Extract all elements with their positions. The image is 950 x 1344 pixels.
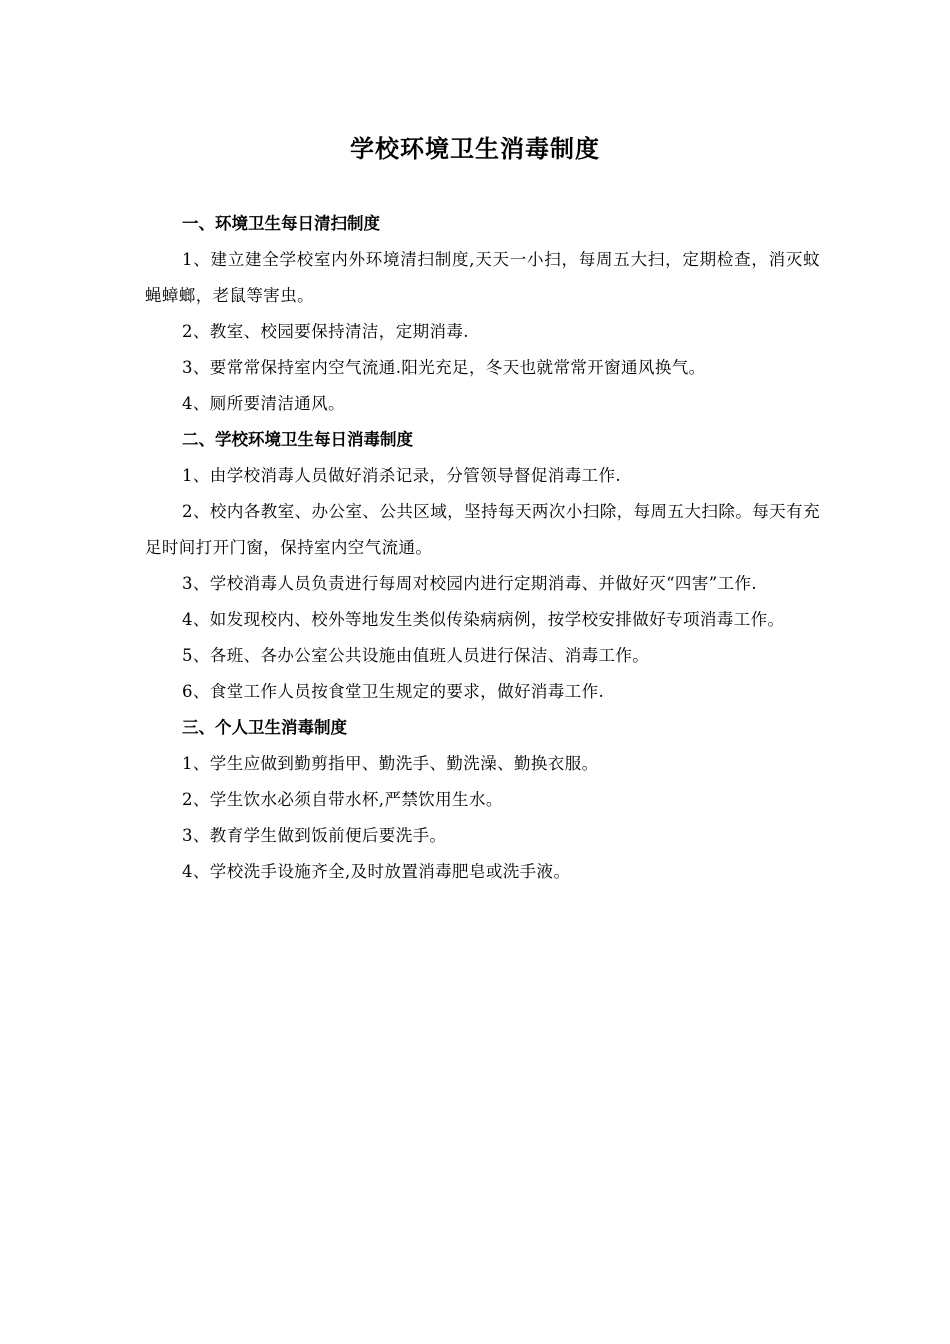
paragraph: 3、学校消毒人员负责进行每周对校园内进行定期消毒、并做好灭“四害”工作. — [182, 574, 758, 593]
document-title: 学校环境卫生消毒制度 — [350, 135, 600, 163]
paragraph: 1、由学校消毒人员做好消杀记录，分管领导督促消毒工作. — [182, 466, 622, 485]
paragraph: 1、学生应做到勤剪指甲、勤洗手、勤洗澡、勤换衣服。 — [182, 754, 599, 773]
paragraph: 2、教室、校园要保持清洁，定期消毒. — [182, 322, 469, 341]
paragraph: 1、建立建全学校室内外环境清扫制度,天天一小扫，每周五大扫，定期检查，消灭蚊蝇蟑螂，老鼠等害虫。 — [145, 250, 820, 305]
paragraph: 2、校内各教室、办公室、公共区域，坚持每天两次小扫除，每周五大扫除。每天有充足时间打开门窗，保持室内空气流通。 — [145, 502, 820, 557]
section-personal-hygiene — [145, 710, 820, 890]
document-body — [145, 206, 820, 890]
paragraph: 4、如发现校内、校外等地发生类似传染病病例，按学校安排做好专项消毒工作。 — [182, 610, 785, 629]
section-daily-cleaning — [145, 206, 820, 422]
paragraph: 6、食堂工作人员按食堂卫生规定的要求，做好消毒工作. — [182, 682, 605, 701]
section-heading: 一、环境卫生每日清扫制度 — [182, 214, 380, 233]
section-daily-disinfection — [145, 422, 820, 710]
section-heading: 二、学校环境卫生每日消毒制度 — [182, 430, 413, 449]
paragraph: 4、厕所要清洁通风。 — [182, 394, 345, 413]
paragraph: 3、教育学生做到饭前便后要洗手。 — [182, 826, 447, 845]
paragraph: 3、要常常保持室内空气流通.阳光充足，冬天也就常常开窗通风换气。 — [182, 358, 706, 377]
section-heading: 三、个人卫生消毒制度 — [182, 718, 347, 737]
paragraph: 5、各班、各办公室公共设施由值班人员进行保洁、消毒工作。 — [182, 646, 650, 665]
paragraph: 4、学校洗手设施齐全,及时放置消毒肥皂或洗手液。 — [182, 862, 571, 881]
paragraph: 2、学生饮水必须自带水杯,严禁饮用生水。 — [182, 790, 503, 809]
